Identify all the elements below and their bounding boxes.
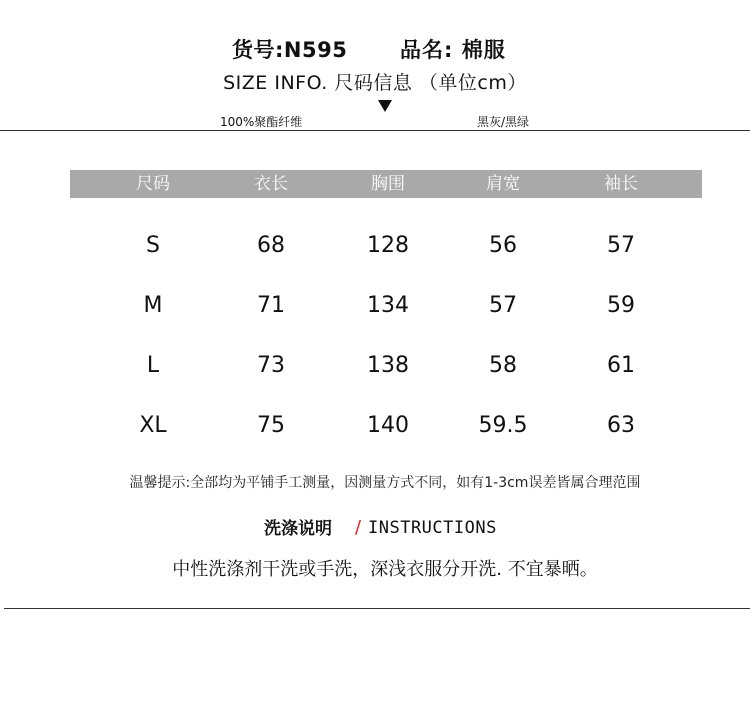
title-row: [0, 34, 750, 64]
color-label: 黑灰/黑绿: [477, 115, 530, 129]
wash-instructions-text: 中性洗涤剂干洗或手洗，深浅衣服分开洗. 不宜暴晒。: [172, 559, 598, 580]
bottom-divider: [4, 608, 750, 609]
table-cell: 68: [257, 233, 285, 258]
red-slash: /: [355, 517, 362, 538]
column-header-sleeve: 袖长: [604, 174, 638, 194]
table-cell: 57: [607, 233, 635, 258]
top-divider: [0, 130, 750, 131]
size-table-header: [70, 170, 702, 198]
table-row: [0, 233, 750, 261]
table-cell: 56: [489, 233, 517, 258]
table-cell: 63: [607, 413, 635, 438]
triangle-down-icon: [378, 100, 392, 112]
material-label: 100%聚酯纤维: [220, 115, 303, 129]
table-cell: XL: [139, 413, 167, 438]
item-code: 货号:N595: [232, 38, 348, 62]
table-row: [0, 413, 750, 441]
table-cell: 140: [367, 413, 409, 438]
table-cell: 73: [257, 353, 285, 378]
table-cell: L: [146, 353, 160, 378]
table-cell: 128: [367, 233, 409, 258]
column-header-shoulder: 肩宽: [486, 174, 520, 194]
table-cell: M: [143, 293, 163, 318]
column-header-size: 尺码: [136, 174, 170, 194]
column-header-chest: 胸围: [371, 174, 405, 194]
table-cell: 59: [607, 293, 635, 318]
table-row: [0, 293, 750, 321]
table-cell: 75: [257, 413, 285, 438]
table-cell: 138: [367, 353, 409, 378]
product-name: 品名: 棉服: [400, 38, 506, 62]
table-cell: S: [146, 233, 160, 258]
column-header-length: 衣长: [254, 174, 288, 194]
wash-title-en: INSTRUCTIONS: [368, 518, 497, 538]
measurement-notice: 温馨提示:全部均为平铺手工测量，因测量方式不同，如有1-3cm误差皆属合理范围: [129, 475, 641, 491]
table-cell: 59.5: [478, 413, 528, 438]
table-cell: 58: [489, 353, 517, 378]
size-info-heading: SIZE INFO. 尺码信息 （单位cm）: [223, 72, 527, 94]
table-row: [0, 353, 750, 381]
table-cell: 134: [367, 293, 409, 318]
table-cell: 61: [607, 353, 635, 378]
wash-title-cn: 洗涤说明: [264, 519, 332, 539]
table-cell: 71: [257, 293, 285, 318]
table-cell: 57: [489, 293, 517, 318]
